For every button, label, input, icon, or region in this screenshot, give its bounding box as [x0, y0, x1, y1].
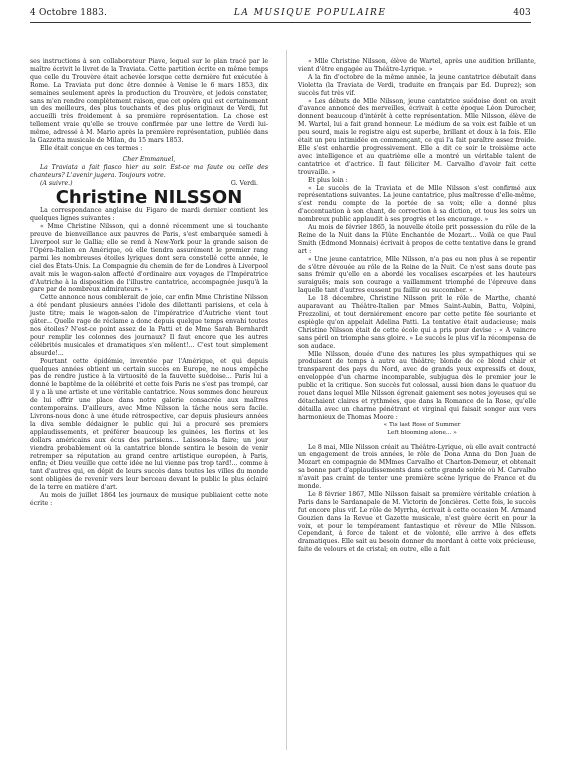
paragraph: Au mois de juillet 1864 les journaux de musique publiaient cette note écrite : [30, 492, 268, 507]
paragraph: A la fin d'octobre de la même année, la jeune cantatrice débutait dans Violetta (la Traviata de Verdi, traduite en français par Ed. Duprez); son succès fut très vif. [298, 73, 536, 97]
paragraph: Le 18 décembre, Christine Nilsson prit le rôle de Marthe, chanté auparavant au Théâtre-Italien par Mmes Saint-Aubin, Battu, Volpini, Frezzolini, et tout derniérement encore par cette petite fée souriante et espiègle qu'on appelait Adelina Patti. La tentative était audacieuse; mais Christine Nilsson était de cette école qui a pris pour devise : « A vaincre sans péril on triomphe sans gloire. » Le succès le plus vif la récompensa de son audace. [298, 295, 536, 350]
column-divider [286, 50, 287, 750]
letter-body: La Traviata a fait fiasco hier au soir. Est-ce ma faute ou celle des chanteurs? L'avenir jugera. Toujours votre. [30, 163, 268, 179]
header-rule [30, 22, 531, 23]
paragraph: La correspondance anglaise du Figaro de mardi dernier contient les quelques lignes suivantes : [30, 207, 268, 223]
paragraph: « Mme Christine Nilsson, qui a donné récemment une si touchante preuve de bienveillance aux pauvres de Paris, s'est embarquée samedi à Liverpool sur le Gallia; elle se rend à New-York pour la grande saison de l'Opéra-Italien en Amérique, où elle tiendra assurément le premier rang parmi les nombreuses étoiles lyriques dont sera constellé cette année, le ciel des États-Unis. La Compagnie du chemin de fer de Londres à Liverpool avait mis le wagon-salon affecté d'ordinaire aux voyages de l'Impératrice d'Autriche à la disposition de l'illustre cantatrice, accompagnée jusqu'à la gare par de nombreux admirateurs. » [30, 223, 268, 294]
verse-line: Left blooming alone... » [387, 429, 457, 436]
header-date: 4 Octobre 1883. [30, 8, 108, 18]
paragraph: ses instructions à son collaborateur Piave, lequel sur le plan tracé par le maître écrivit le livret de la Traviata. Cette partition écrite en même temps que celle du Trouvère était achevée lorsque cette dernière fut exécutée à Rome. La Traviata put donc être donnée à Venise le 6 mars 1853, dix semaines seulement après la production du Trouvère, et jedois constater, sans m'en rendre complètement raison, que cet opéra qui est certainement un des meilleurs, des plus touchants et des plus originaux de Verdi, fut accueilli très froidement à sa première représentation. La chose est tellement vraie qu'elle se trouve confirmée par une lettre de Verdi lui-même, adressé à M. Mario après la première représentation, publiée dans la Gazzetta musicale de Milan, du 15 mars 1853. [30, 58, 268, 145]
paragraph: Elle était conçue en ces termes : [40, 144, 143, 152]
header-magazine-title: LA MUSIQUE POPULAIRE [233, 8, 387, 18]
paragraph: « Les débuts de Mlle Nilsson, jeune cantatrice suédoise dont on avait d'avance annoncé des merveilles, écrivait à cette époque Léon Durocher, donnent beaucoup d'intérêt à cette représentation. Mlle Nilsson, élève de M. Wartel, lui a fait grand honneur. Le médium de sa voix est faible et un peu sourd, mais le registre aigu est superbe, brillant et doux à la fois. Elle était un peu intimidée en commençant, ce qui l'a fait paraître assez froide. Elle s'est enhardie progressivement. Elle a dit ce soir le troisième acte avec intelligence et au quatrième elle a montré un véritable talent de cantatrice et d'actrice. Il faut féliciter M. Carvalho d'avoir fait cette trouvaille. » [298, 97, 536, 176]
paragraph: Cette annonce nous comblerait de joie, car enfin Mme Christine Nilsson a été pendant plusieurs années l'idole des dilettanti parisiens, et cela à juste titre; mais le wagon-salon de l'impératrice d'Autriche vient tout gâter... Quelle rage de réclame a donc depuis quelque temps envahi toutes nos étoiles? N'est-ce point assez de la Patti et de Mme Sarah Bernhardt pour remplir les colonnes des journaux? Il faut encore que les autres célébrités musicales et dramatiques s'en mêlent!... C'est tout simplement absurde!... [30, 294, 268, 357]
paragraph: Au mois de février 1865, la nouvelle étoile prit possession du rôle de la Reine de la Nuit dans la Flûte Enchantée de Mozart... Voilà ce que Paul Smith (Edmond Monnais) écrivait à propos de cette tentative dans le grand art : [298, 224, 536, 255]
letter-author: G. Verdi. [230, 179, 258, 187]
header-page-number: 403 [513, 8, 531, 18]
paragraph: Pourtant cette épidémie, inventée par l'Amérique, et qui depuis quelques années obtient un certain succès en Europe, ne nous empêche pas de rendre justice à la virtuosité de la fauvette suédoise... Paris lui a donné le baptême de la célébrité et cette fois Paris ne s'est pas trompé, car il y a là une artiste et une véritable cantatrice. Nous sommes donc heureux de lui offrir une place dans notre galerie consacrée aux maîtres contemporains. D'ailleurs, avec Mme Nilsson la tâche nous sera facile. Livrons-nous donc à une étude rétrospective, car depuis plusieurs années la diva semble dédaigner le public qui lui a procuré ses premiers applaudissements, et préférer beaucoup les guinées, les florins et les dollars américains aux écus des parisiens... Laissons-la faire; un jour viendra probablement où la cantatrice blonde sentira le besoin de venir retremper sa réputation au grand centre artistique européen, à Paris, enfin; et Dieu veuille que cette idée ne lui vienne pas trop tard!... comme à tant d'autres qui, en dépit de leurs succès dans toutes les villes du monde sont obligées de revenir vers leur berceau devant le public le plus éclairé de la terre en matière d'art. [30, 357, 268, 492]
paragraph: « Mlle Christine Nilsson, élève de Wartel, après une audition brillante, vient d'être engagée au Théâtre-Lyrique. » [298, 58, 536, 73]
paragraph: Le 8 février 1867, Mlle Nilsson faisait sa première véritable création à Paris dans le Sardanapale de M. Victorin de Joncières. Cette fois, le succès fut encore plus vif. Le rôle de Myrrha, écrivait à cette occasion M. Armand Gouzien dans la Revue et Gazette musicale, n'est guère écrit en pour la voix, et pour le tempérament fantastique et rêveur de Mlle Nilsson. Cependant, à force de talent et de volonté, elle arrive à des effets dramatiques. Elle sait au besoin donner du mordant à cette voix précieuse, faite de velours et de cristal; en outre, elle a fait [298, 490, 536, 554]
left-column [30, 58, 268, 508]
paragraph: Le 8 mai, Mlle Nilsson créait au Théâtre-Lyrique, où elle avait contracté un engagement de trois années, le rôle de Dona Anna du Don Juan de Mozart en compagnie de MMmes Carvalho et Charton-Demeur, et obtenait sa bonne part d'applaudissements dans cette grande soirée où M. Carvalho n'avait pas craint de tenter une première scène lyrique de France et du monde. [298, 443, 536, 491]
right-column [298, 58, 536, 554]
to-be-continued: (A suivre.) [40, 179, 73, 187]
paragraph: Mlle Nilsson, douée d'une des natures les plus sympathiques qui se produisent de temps à autre au théâtre; blonde de ce blond chair et transparent des pays du Nord, avec de grands yeux expressifs et doux, enveloppée d'un charme incomparable, subjugua dès le premier jour le public et la critique. Son succès fut colossal, aussi bien dans le quatuor du rouet dans lequel Mlle Nilsson égrenait gaiement ses notes joyeuses qui se détachaient claires et rythmées, que dans la Romance de la Rose, qu'elle détailla avec un charme pénétrant et virginal qui faisait songer aux vers harmonieux de Thomas Moore : [298, 350, 536, 421]
article-title: Christine NILSSON [55, 186, 243, 208]
paragraph: « Une jeune cantatrice, Mlle Nilsson, n'a pas eu non plus à se repentir de s'être dévouée au rôle de la Reine de la Nuit. Ce n'est sans doute pas sans frémir qu'elle en a abordé les vocalises escarpées et les hauteurs suraiguës; mais son courage a vaillamment triomphé de l'épreuve dans laquelle tant d'autres eussent pu faillir ou succomber. » [298, 255, 536, 295]
letter-salutation: Cher Emmanuel, [122, 155, 176, 163]
page-header [30, 6, 531, 20]
paragraph: Et plus loin : [308, 176, 348, 184]
paragraph: « Le succès de la Traviata et de Mlle Nilsson s'est confirmé aux représentations suivantes. La jeune cantatrice, plus maîtresse d'elle-même, s'est rendu compte de la portée de sa voix; elle a donné plus d'accentuation à son chant, de correction à sa diction, et tous les soirs un nombreux public applaudit à ses progrès et les encourage. » [298, 184, 536, 224]
verse-line: « Tis last Rose of Summer [383, 421, 461, 428]
